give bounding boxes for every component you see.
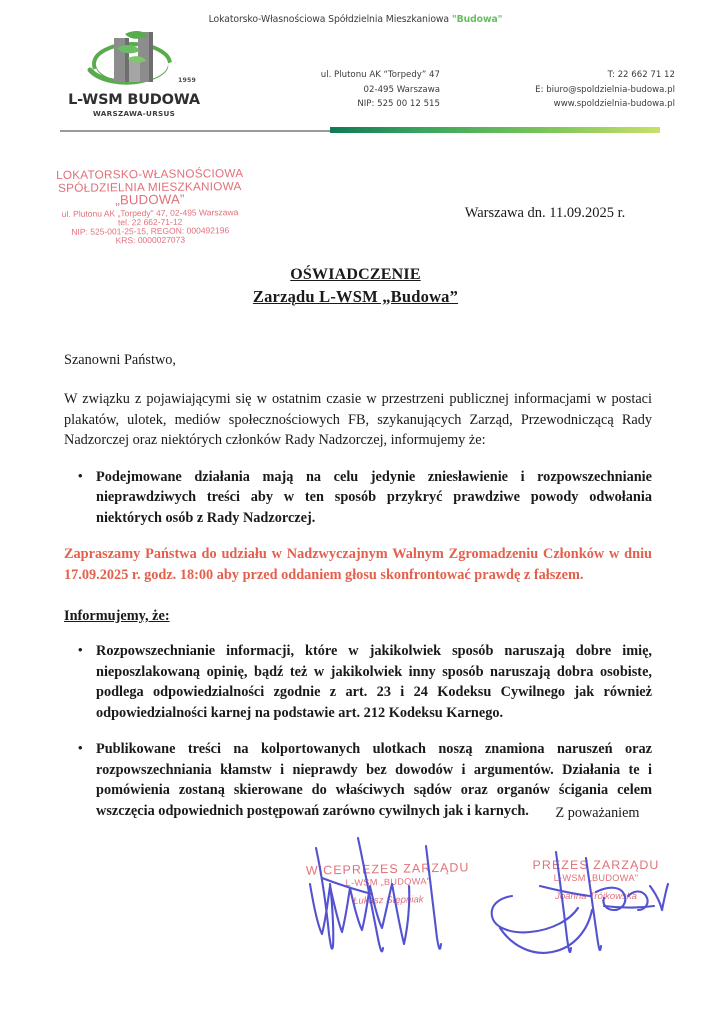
signature-person-name: Łukasz Stępniak <box>353 894 424 907</box>
building-leaf-logo-icon <box>84 30 180 88</box>
signature-stamp-vice-president <box>298 860 479 908</box>
letterhead <box>0 0 711 140</box>
contact-phone: T: 22 662 71 12 <box>607 70 675 80</box>
contact-city: 02-495 Warszawa <box>363 84 440 95</box>
signature-stamp-president <box>508 858 684 902</box>
highlight-invitation-paragraph: Zapraszamy Państwa do udziału w Nadzwyczajnym Walnym Zgromadzeniu Członków w dniu 17.09.2025 r. godz. 18:00 aby przed oddaniem głosu skonfrontować prawdę z fałszem. <box>64 546 652 583</box>
signature-stroke <box>500 910 592 953</box>
stamp-line-7: KRS: 0000027073 <box>115 234 186 246</box>
document-title <box>0 266 711 307</box>
greeting: Szanowni Państwo, <box>64 352 176 368</box>
stamp-line-6: NIP: 525-001-25-15, REGON: 000492196 <box>71 225 230 237</box>
logo-subtitle: WARSZAWA-URSUS <box>92 109 176 118</box>
contact-address-block <box>250 68 440 112</box>
stamp-line-4: ul. Plutonu AK „Torpedy" 47, 02-495 Warszawa <box>61 206 239 219</box>
inform-heading: Informujemy, że: <box>64 608 170 624</box>
organization-stamp <box>18 167 283 247</box>
letterhead-org-title <box>0 14 711 25</box>
letterhead-org-name: Lokatorsko-Własnościowa Spółdzielnia Mieszkaniowa <box>208 14 452 25</box>
company-logo <box>48 30 220 120</box>
header-divider-green <box>330 127 660 133</box>
contact-channels-block <box>455 68 675 112</box>
logo-year: 1959 <box>178 77 197 84</box>
logo-name: L-WSM BUDOWA <box>68 92 200 108</box>
list-item: • Publikowane treści na kolportowanych ulotkach noszą znamiona naruszeń oraz rozpowszechniania kłamstw i nieprawdy bez dowodów i argumentów. Działania te i pomówienia zostaną skierowane do właściwych sądów oraz organów ścigania celem wszczęcia odpowiednich postępowań zarówno cywilnych jak i karnych. <box>96 739 652 821</box>
header-divider-grey <box>60 130 330 132</box>
stamp-line-3: „BUDOWA” <box>115 192 185 208</box>
first-bullet-list <box>64 467 652 529</box>
closing-salutation: Z poważaniem <box>555 805 640 821</box>
second-bullet-list <box>64 641 652 821</box>
signature-role: PREZES ZARZĄDU <box>532 858 660 872</box>
stamp-line-1: LOKATORSKO-WŁASNOŚCIOWA <box>55 166 244 182</box>
contact-website[interactable]: www.spoldzielnia-budowa.pl <box>553 99 675 109</box>
document-body <box>64 352 652 837</box>
signature-stroke <box>604 906 654 908</box>
list-item: • Rozpowszechnianie informacji, które w jakikolwiek sposób naruszają dobre imię, nieposzlakowaną opinię, bądź też w jakikolwiek inny sposób naruszają dobra osobiste, podlega odpowiedzialności zgodnie z art. 23 i 24 Kodeksu Cywilnego jak również odpowiedzialności karnej na podstawie art. 212 Kodeksu Karnego. <box>96 641 652 723</box>
stamp-line-5: tel. 22 662-71-12 <box>117 216 183 228</box>
letterhead-brand-name: "Budowa" <box>451 14 503 25</box>
signature-person-name: Joanna Trójkowska <box>555 890 637 902</box>
document-title-line1: OŚWIADCZENIE <box>290 266 421 283</box>
contact-nip: NIP: 525 00 12 515 <box>357 99 440 109</box>
contact-street: ul. Plutonu AK “Torpedy” 47 <box>320 70 440 80</box>
signature-org: L-WSM „BUDOWA" <box>553 873 639 884</box>
contact-email[interactable]: E: biuro@spoldzielnia-budowa.pl <box>535 84 675 95</box>
signature-org: L-WSM „BUDOWA" <box>345 876 431 889</box>
intro-paragraph: W związku z pojawiającymi się w ostatnim czasie w przestrzeni publicznej informacjami w postaci plakatów, ulotek, mediów społecznościowych FB, szykanujących Zarząd, Przewodniczącą Rady Nadzorczej oraz niektórych członków Rady Nadzorczej, informujemy że: <box>64 391 652 448</box>
document-date: Warszawa dn. 11.09.2025 r. <box>464 205 626 221</box>
list-item: • Podejmowane działania mają na celu jedynie zniesławienie i rozpowszechnianie nieprawdziwych treści aby w ten sposób przykryć prawdziwe powody odwołania niektórych osób z Rady Nadzorczej. <box>96 467 652 529</box>
document-title-line2: Zarządu L-WSM „Budowa” <box>252 287 459 306</box>
stamp-line-2: SPÓŁDZIELNIA MIESZKANIOWA <box>57 178 242 195</box>
signature-role: WICEPREZES ZARZĄDU <box>305 860 470 878</box>
